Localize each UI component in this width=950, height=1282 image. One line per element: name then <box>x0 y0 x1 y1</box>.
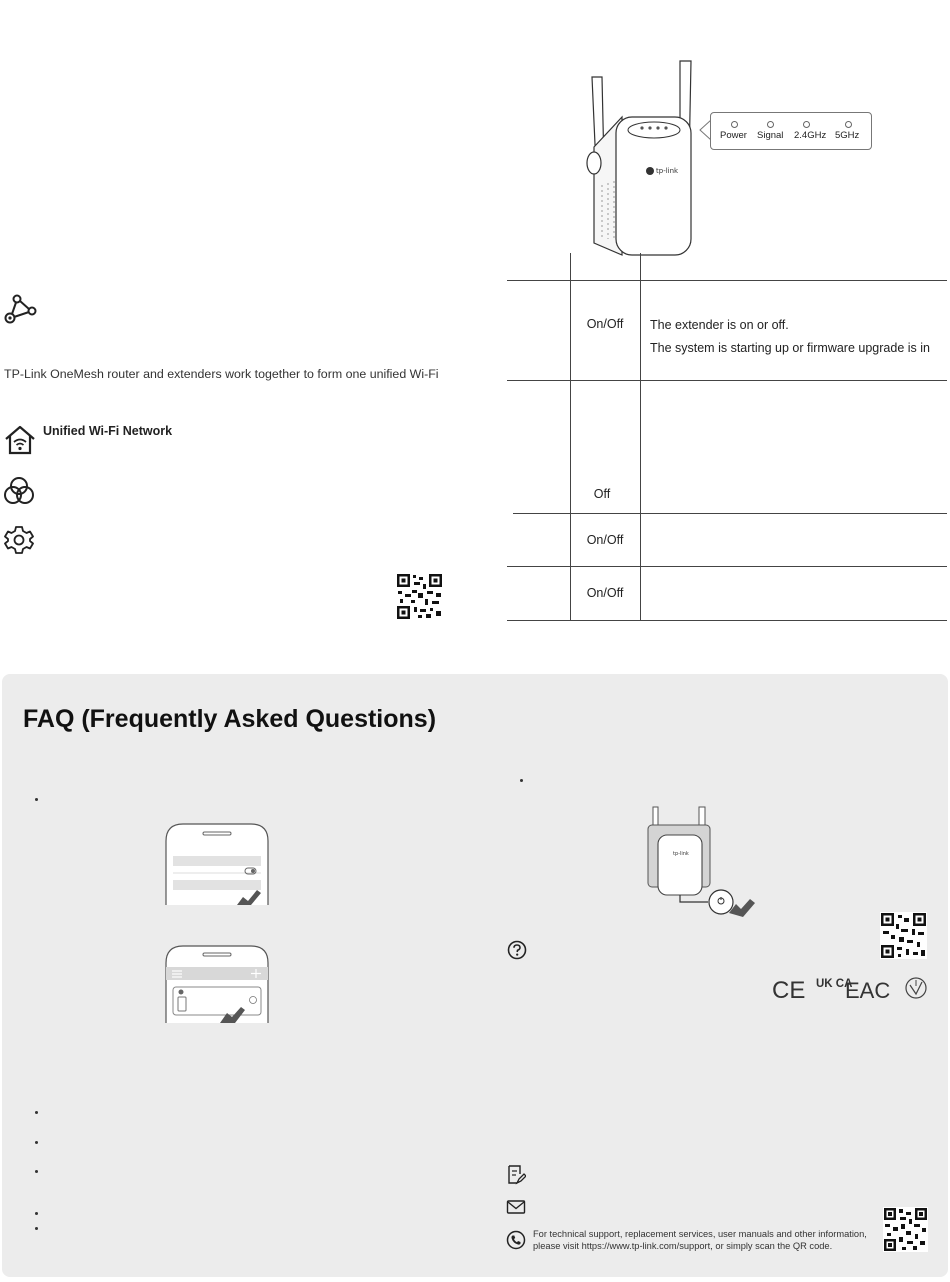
mail-icon <box>506 1199 526 1215</box>
feature-unified-wifi-label: Unified Wi-Fi Network <box>43 424 173 438</box>
table-status-cell: Off <box>593 487 611 501</box>
faq-bullet <box>35 1141 38 1144</box>
led-label-2g: 2.4GHz <box>794 130 827 141</box>
overlapping-circles-icon <box>3 475 35 507</box>
led-label-signal: Signal <box>757 130 784 141</box>
qr-code-support <box>883 1207 928 1252</box>
ce-mark: CE <box>772 977 806 1003</box>
support-text <box>533 1228 867 1252</box>
power-led-icon <box>731 121 738 128</box>
table-description-cell: The extender is on or off. <box>650 318 789 332</box>
table-description-cell: The system is starting up or firmware upgrade is in <box>650 341 930 355</box>
device-logo: tp-link <box>656 167 679 175</box>
table-status-cell: On/Off <box>586 586 624 600</box>
certification-marks <box>772 973 932 1003</box>
question-circle-icon <box>507 940 527 960</box>
signal-led-icon <box>767 121 774 128</box>
support-line-2: please visit https://www.tp-link.com/support, or simply scan the QR code. <box>533 1241 833 1251</box>
table-status-cell: On/Off <box>586 533 624 547</box>
onemesh-description: TP-Link OneMesh router and extenders work together to form one unified Wi-Fi <box>4 367 439 381</box>
led-callout <box>710 112 872 150</box>
qr-code-faq <box>880 912 927 959</box>
onemesh-icon <box>3 293 37 325</box>
table-column-rule <box>570 253 571 620</box>
led-label-5g: 5GHz <box>835 130 860 141</box>
table-status-cell: On/Off <box>586 317 624 331</box>
home-wifi-icon <box>3 424 37 456</box>
faq-title: FAQ (Frequently Asked Questions) <box>23 705 437 733</box>
table-rule <box>507 566 947 567</box>
phone-settings-illustration <box>165 823 269 905</box>
document-edit-icon <box>506 1164 526 1186</box>
support-line-1: For technical support, replacement services, user manuals and other information, <box>533 1229 867 1239</box>
table-rule <box>507 620 947 621</box>
2g-led-icon <box>803 121 810 128</box>
faq-device-logo: tp-link <box>673 851 689 857</box>
phone-app-illustration <box>165 945 269 1023</box>
qr-code-onemesh <box>396 573 443 620</box>
ukca-mark: UK CA <box>816 978 853 990</box>
faq-bullet <box>35 1212 38 1215</box>
extender-illustration <box>570 55 720 260</box>
faq-bullet <box>520 779 523 782</box>
table-rule <box>513 513 947 514</box>
table-rule <box>507 380 947 381</box>
faq-bullet <box>35 1111 38 1114</box>
table-column-rule <box>640 253 641 620</box>
5g-led-icon <box>845 121 852 128</box>
eac-mark: EAC <box>845 978 891 1003</box>
gear-icon <box>4 525 34 555</box>
faq-extender-reset-illustration <box>645 805 760 920</box>
faq-bullet <box>35 1170 38 1173</box>
faq-bullet <box>35 1227 38 1230</box>
faq-bullet <box>35 798 38 801</box>
phone-support-icon <box>506 1230 526 1250</box>
led-label-power: Power <box>720 130 747 141</box>
table-rule <box>507 280 947 281</box>
